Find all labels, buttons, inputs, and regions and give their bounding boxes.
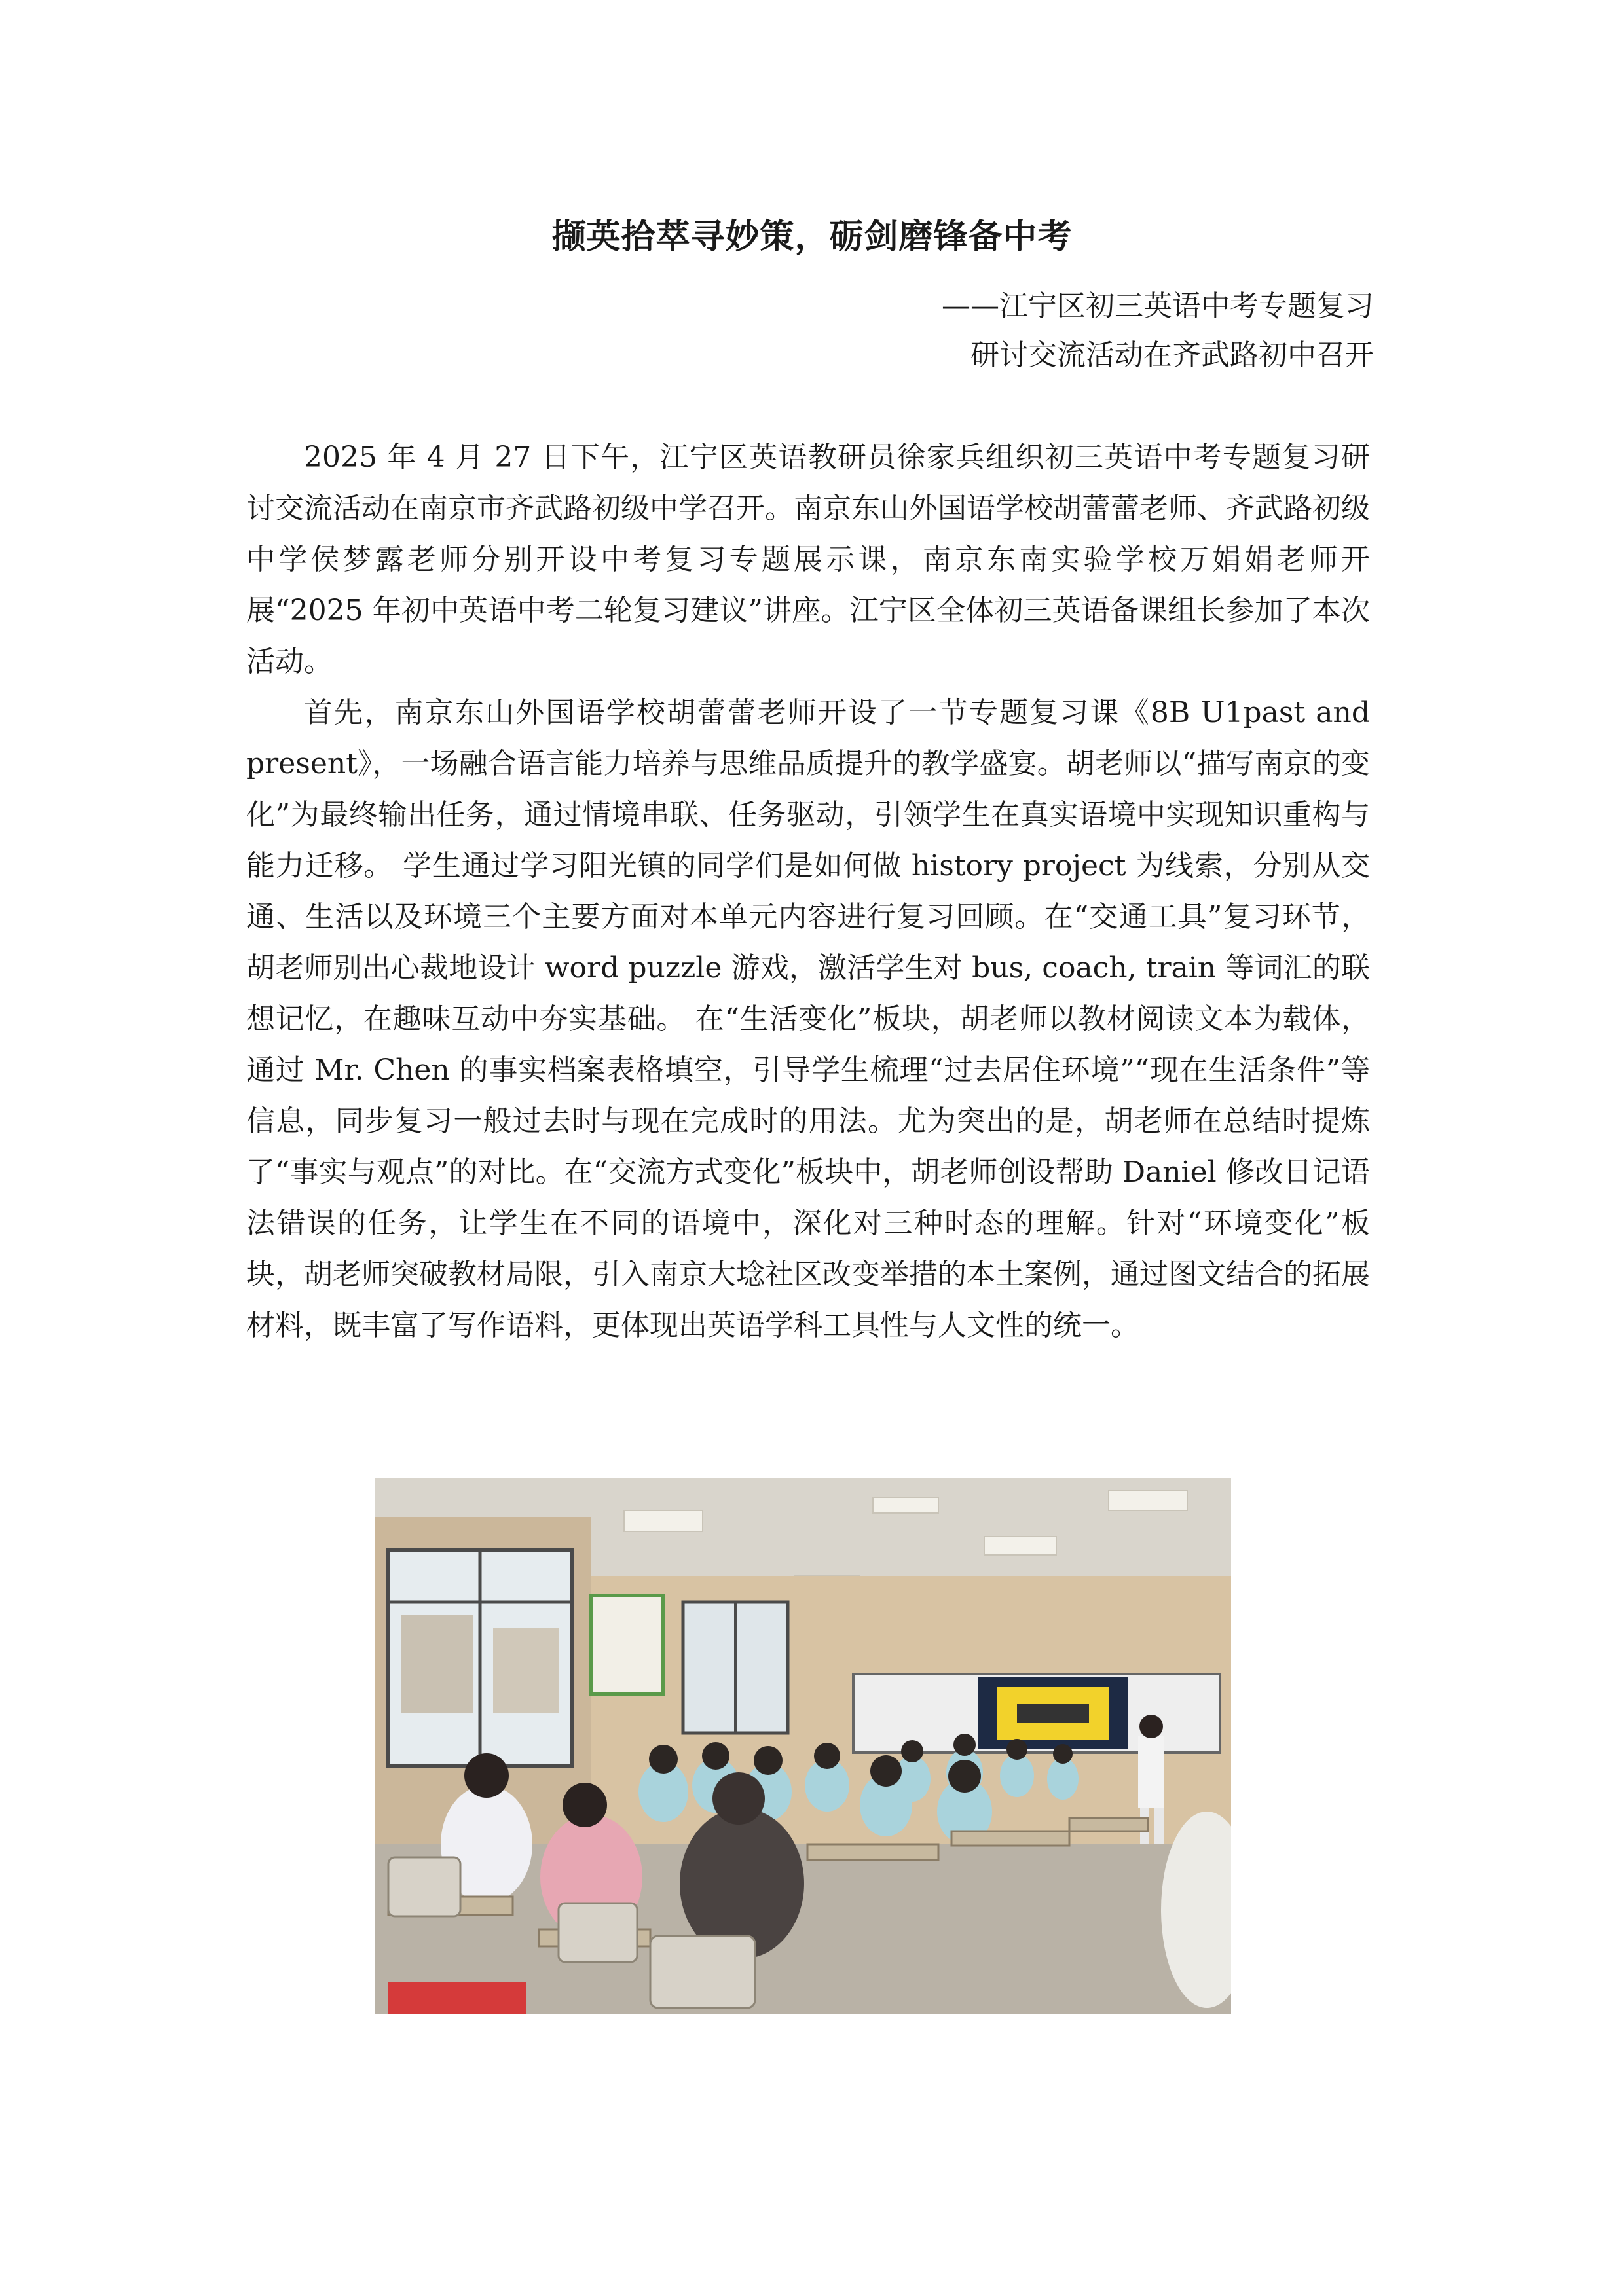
paragraph-intro: 2025 年 4 月 27 日下午，江宁区英语教研员徐家兵组织初三英语中考专题复习研讨交流活动在南京市齐武路初级中学召开。南京东山外国语学校胡蕾蕾老师、齐武路初级中学侯梦露老师分别开设中考复习专题展示课，南京东南实验学校万娟娟老师开展“2025 年初中英语中考二轮复习建议”讲座。江宁区全体初三英语备课组长参加了本次活动。 [246,441,1370,678]
subtitle-line-2: 研讨交流活动在齐武路初中召开 [970,338,1374,372]
paragraph-lesson: 首先，南京东山外国语学校胡蕾蕾老师开设了一节专题复习课《8B U1past and present》，一场融合语言能力培养与思维品质提升的教学盛宴。胡老师以“描写南京的变化”为最终输出任务，通过情境串联、任务驱动，引领学生在真实语境中实现知识重构与能力迁移。 学生通过学习阳光镇的同学们是如何做 history project 为线索，分别从交通、生活以及环境三个主要方面对本单元内容进行复习回顾。在“交通工具”复习环节，胡老师别出心裁地设计 word puzzle 游戏，激活学生对 bus, coach, train 等词汇的联想记忆，在趣味互动中夯实基础。 在“生活变化”板块，胡老师以教材阅读文本为载体，通过 Mr. Chen 的事实档案表格填空，引导学生梳理“过去居住环境”“现在生活条件”等信息，同步复习一般过去时与现在完成时的用法。尤为突出的是，胡老师在总结时提炼了“事实与观点”的对比。在“交流方式变化”板块中，胡老师创设帮助 Daniel 修改日记语法错误的任务，让学生在不同的语境中，深化对三种时态的理解。针对“环境变化”板块，胡老师突破教材局限，引入南京大埝社区改变举措的本土案例，通过图文结合的拓展材料，既丰富了写作语料，更体现出英语学科工具性与人文性的统一。 [246,696,1370,1342]
subtitle-line-1: ——江宁区初三英语中考专题复习 [942,289,1374,323]
classroom-photo [375,1478,1231,2014]
page-title: 撷英拾萃寻妙策，砺剑磨锋备中考 [551,217,1073,257]
article-body [246,432,1370,1351]
